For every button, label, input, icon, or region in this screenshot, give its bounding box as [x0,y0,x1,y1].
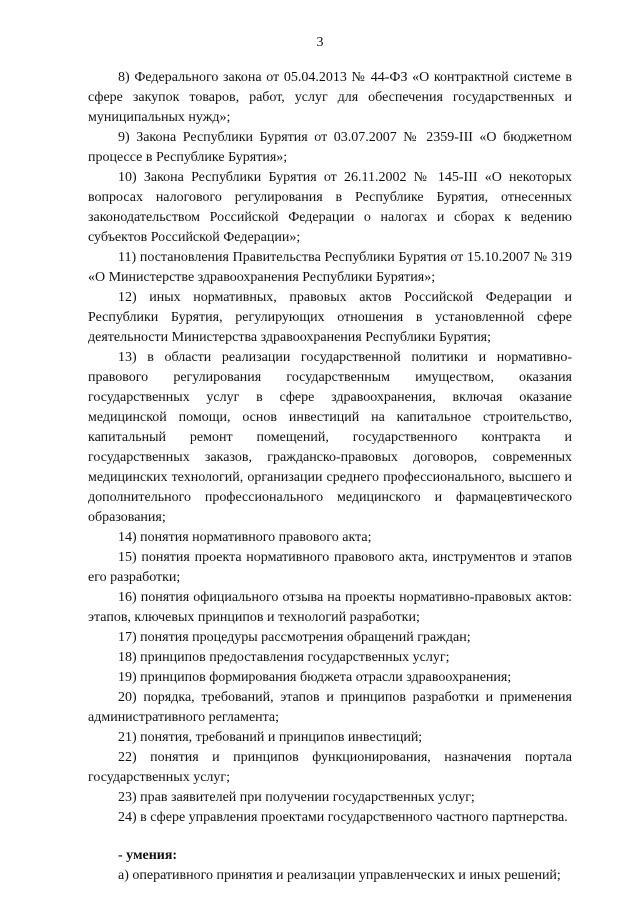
paragraph-item-18: 18) принципов предоставления государственных услуг; [118,650,450,665]
paragraph-item-11: 11) постановления Правительства Республики Бурятия от 15.10.2007 № 319 «О Министерстве здравоохранения Республики Бурятия»; [88,250,572,285]
paragraph-item-16: 16) понятия официального отзыва на проекты нормативно-правовых актов: этапов, ключевых принципов и технологий разработки; [88,590,572,625]
paragraph-item-23: 23) прав заявителей при получении государственных услуг; [118,790,475,805]
paragraph-item-12: 12) иных нормативных, правовых актов Российской Федерации и Республики Бурятия, регулирующих отношения в установленной сфере деятельности Министерства здравоохранения Республики Бурятия; [88,290,572,345]
paragraph-item-15: 15) понятия проекта нормативного правового акта, инструментов и этапов его разработки; [88,550,572,585]
paragraph-item-a: а) оперативного принятия и реализации управленческих и иных решений; [118,868,561,883]
paragraph-item-14: 14) понятия нормативного правового акта; [118,530,372,545]
paragraph-item-9: 9) Закона Республики Бурятия от 03.07.2007 № 2359-III «О бюджетном процессе в Республике Бурятия»; [88,130,572,165]
paragraph-item-10: 10) Закона Республики Бурятия от 26.11.2002 № 145-III «О некоторых вопросах налогового регулирования в Республике Бурятия, отнесенных законодательством Российской Федерации о налогах и сборах к ведению субъектов Российской Федерации»; [88,170,572,245]
paragraph-item-22: 22) понятия и принципов функционирования, назначения портала государственных услуг; [88,750,572,785]
section-heading-skills: - умения: [118,848,178,863]
paragraph-item-17: 17) понятия процедуры рассмотрения обращений граждан; [118,630,471,645]
page-number: 3 [316,35,324,50]
paragraph-item-13: 13) в области реализации государственной политики и нормативно-правового регулирования государственным имуществом, оказания государственных услуг в сфере здравоохранения, включая оказание медицинской помощи, основ инвестиций на капитальное строительство, капитальный ремонт помещений, государственного контракта и государственных заказов, гражданско-правовых договоров, современных медицинских технологий, организации среднего профессионального, высшего и дополнительного профессионального медицинского и фармацевтического образования; [88,350,572,525]
paragraph-item-20: 20) порядка, требований, этапов и принципов разработки и применения административного регламента; [88,690,572,725]
paragraph-item-19: 19) принципов формирования бюджета отрасли здравоохранения; [118,670,512,685]
paragraph-item-8: 8) Федерального закона от 05.04.2013 № 44-ФЗ «О контрактной системе в сфере закупок товаров, работ, услуг для обеспечения государственных и муниципальных нужд»; [88,70,572,125]
paragraph-item-21: 21) понятия, требований и принципов инвестиций; [118,730,423,745]
paragraph-item-24: 24) в сфере управления проектами государственного частного партнерства. [118,810,568,825]
document-body [88,68,572,886]
